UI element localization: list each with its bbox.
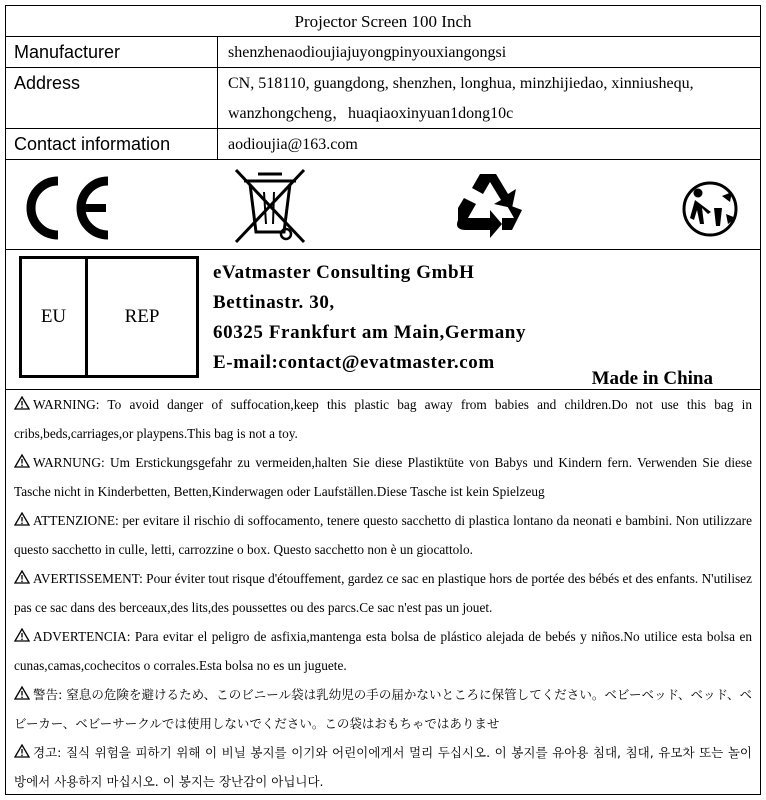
eu-rep-street: Bettinastr. 30, — [213, 292, 335, 313]
eu-rep-address — [213, 258, 526, 378]
warning-it — [14, 506, 752, 564]
product-label — [5, 5, 761, 795]
warning-fr-text: AVERTISSEMENT: Pour éviter tout risque d'étouffement, gardez ce sac en plastique hors de portée des bébés et des enfants. N'utilisez pas ce sac dans des berceaux,des lits,des poussettes ou des parcs.Ce sac n'est pas un jouet. — [14, 571, 752, 615]
contact-value: aodioujia@163.com — [228, 136, 358, 153]
warning-es — [14, 622, 752, 680]
label-title: Projector Screen 100 Inch — [6, 6, 760, 37]
warning-triangle-icon — [14, 454, 30, 468]
warning-triangle-icon — [14, 686, 30, 700]
warning-de — [14, 448, 752, 506]
address-label: Address — [6, 68, 218, 128]
eu-text: EU — [40, 306, 67, 327]
eu-representative-row — [6, 250, 760, 390]
warning-triangle-icon — [14, 570, 30, 584]
crossed-out-wheelie-bin-icon — [230, 166, 310, 246]
warning-ja-text: 警告: 窒息の危険を避けるため、このビニール袋は乳幼児の手の届かないところに保管してください。ベビーベッド、ベッド、ベビーカー、ベビーサークルでは使用しないでください。この袋はおもちゃではありませ — [14, 687, 752, 731]
recycling-icon — [450, 168, 526, 240]
eu-rep-city: 60325 Frankfurt am Main,Germany — [213, 322, 527, 343]
warning-en-text: WARNING: To avoid danger of suffocation,keep this plastic bag away from babies and children.Do not use this bag in cribs,beds,carriages,or playpens.This bag is not a toy. — [14, 397, 752, 441]
eu-rep-company: eVatmaster Consulting GmbH — [213, 262, 475, 283]
address-row — [6, 68, 760, 129]
made-in-china: Made in China — [591, 368, 713, 389]
warning-fr — [14, 564, 752, 622]
manufacturer-label: Manufacturer — [6, 37, 218, 67]
eu-rep-box — [19, 256, 199, 378]
warning-ko-text: 경고: 질식 위험을 피하기 위해 이 비닐 봉지를 이기와 어린이에게서 멀리 두십시오. 이 봉지를 유아용 침대, 침대, 유모차 또는 놀이방에서 사용하지 마십시오. 이 봉지는 장난감이 아닙니다. — [14, 745, 753, 789]
warning-triangle-icon — [14, 628, 30, 642]
ce-mark-icon — [14, 175, 114, 241]
contact-label: Contact information — [6, 129, 218, 159]
manufacturer-row — [6, 37, 760, 68]
warning-ja — [14, 680, 752, 738]
warning-en — [14, 390, 752, 448]
contact-row — [6, 129, 760, 160]
manufacturer-value: shenzhenaodioujiajuyongpinyouxiangongsi — [228, 44, 507, 61]
tidyman-icon — [678, 178, 742, 240]
warning-ko — [14, 738, 752, 796]
warning-triangle-icon — [14, 512, 30, 526]
warning-de-text: WARNUNG: Um Erstickungsgefahr zu vermeiden,halten Sie diese Plastiktüte von Babys und Kindern fern. Verwenden Sie diese Tasche nicht in Kinderbetten, Betten,Kinderwagen oder Laufställen.Diese Tasche ist kein Spielzeug — [14, 455, 752, 499]
rep-text: REP — [124, 306, 160, 327]
warning-es-text: ADVERTENCIA: Para evitar el peligro de asfixia,mantenga esta bolsa de plástico alejada de bebés y niños.No utilice esta bolsa en cunas,camas,cochecitos o corrales.Esta bolsa no es un juguete. — [14, 629, 752, 673]
eu-rep-email: E-mail:contact@evatmaster.com — [213, 352, 495, 373]
warning-triangle-icon — [14, 744, 30, 758]
warning-triangle-icon — [14, 396, 30, 410]
warning-it-text: ATTENZIONE: per evitare il rischio di soffocamento, tenere questo sacchetto di plastica lontano da neonati e bambini. Non utilizzare questo sacchetto in culle, letti, carrozzine o box. Questo sacchetto non è un giocattolo. — [14, 513, 752, 557]
compliance-symbols — [6, 160, 760, 250]
address-value: CN, 518110, guangdong, shenzhen, longhua, minzhijiedao, xinniushequ, wanzhongcheng，huaqiaoxinyuan1dong10c — [228, 75, 694, 122]
